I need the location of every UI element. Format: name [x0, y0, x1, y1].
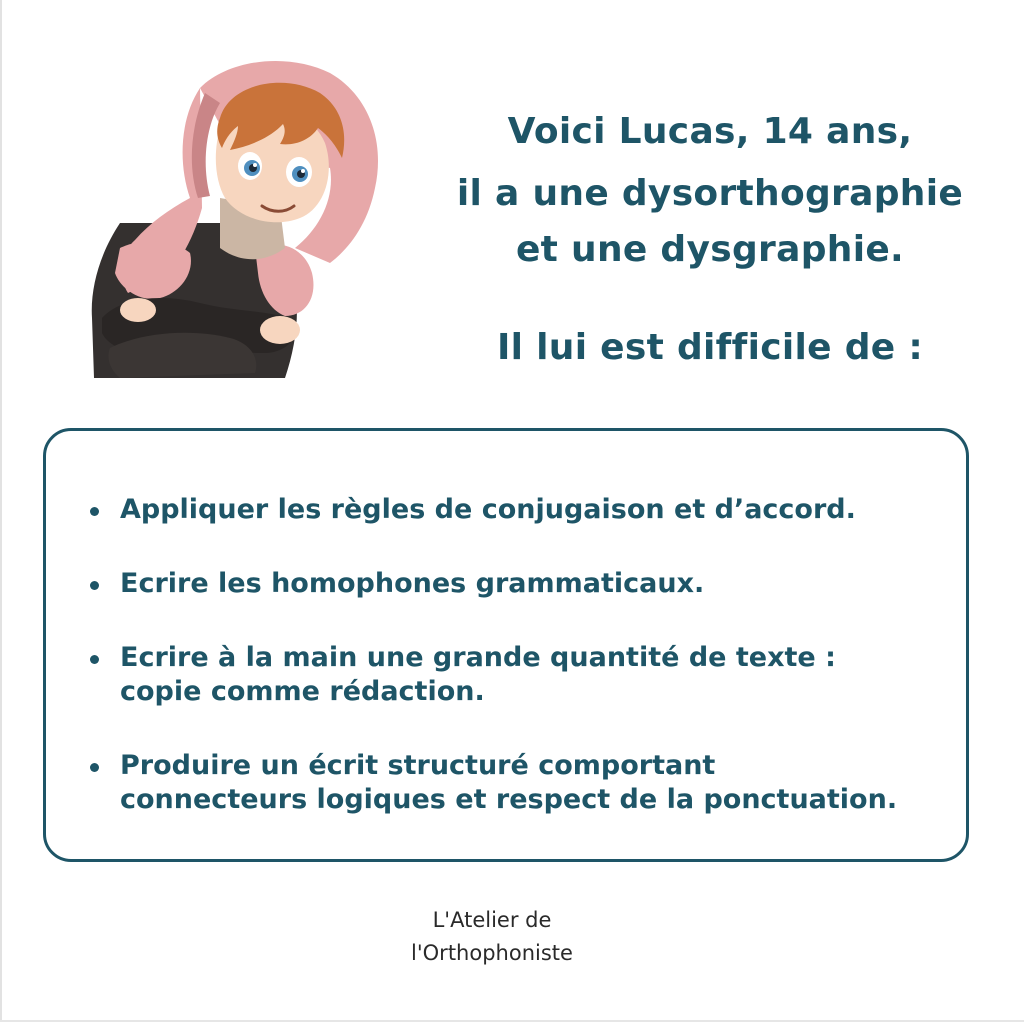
footer-line-2: l'Orthophoniste: [411, 941, 573, 965]
intro-heading: [430, 104, 990, 376]
bullet-icon: [90, 507, 99, 516]
footer-credit: [390, 904, 594, 970]
difficulties-box: [43, 428, 969, 862]
bullet-icon: [90, 763, 99, 772]
difficulties-list: [88, 493, 948, 817]
difficulty-item: [88, 493, 948, 527]
bullet-icon: [90, 581, 99, 590]
bullet-icon: [90, 655, 99, 664]
boy-in-hoodie-illustration: [80, 48, 410, 383]
heading-line-2: il a une dysorthographie: [456, 173, 964, 214]
difficulty-text-line-2: copie comme rédaction.: [120, 676, 485, 707]
heading-line-4: Il lui est difficile de :: [496, 327, 924, 368]
frame-border-left: [0, 0, 2, 1022]
difficulty-text-line-2: connecteurs logiques et respect de la ponctuation.: [120, 784, 898, 815]
difficulty-item: [88, 567, 948, 601]
footer-line-1: L'Atelier de: [432, 908, 552, 932]
difficulty-item: [88, 641, 948, 709]
difficulty-text-line-1: Ecrire les homophones grammaticaux.: [120, 568, 705, 599]
difficulty-text-line-1: Produire un écrit structuré comportant: [120, 750, 716, 781]
heading-line-1: Voici Lucas, 14 ans,: [507, 111, 913, 152]
heading-line-3: et une dysgraphie.: [515, 229, 905, 270]
difficulty-text-line-1: Ecrire à la main une grande quantité de texte :: [120, 642, 836, 673]
difficulty-text-line-1: Appliquer les règles de conjugaison et d’accord.: [120, 494, 856, 525]
difficulty-item: [88, 749, 948, 817]
